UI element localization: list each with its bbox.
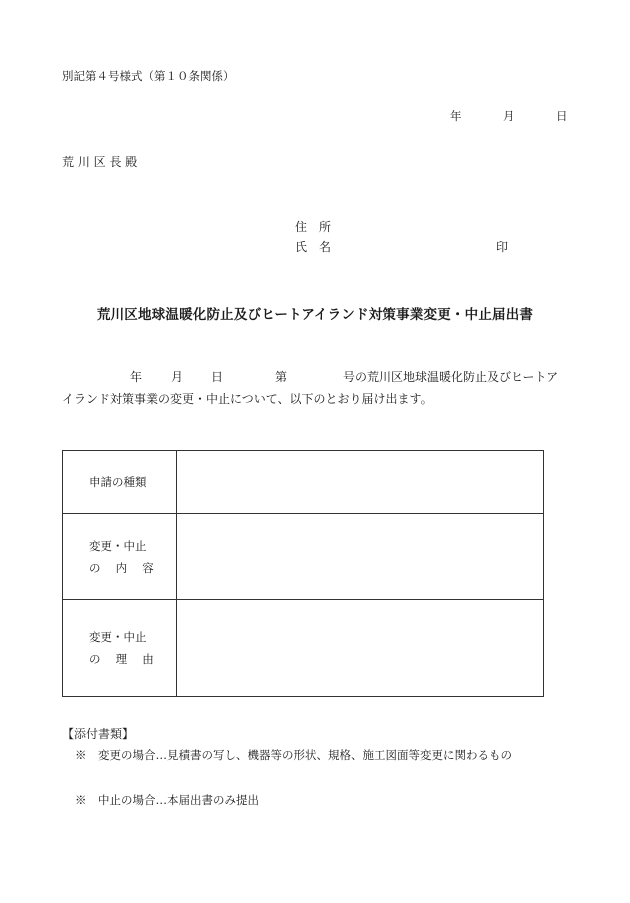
form-number: 別記第４号様式（第１０条関係）: [62, 69, 235, 83]
address-label: 住 所: [295, 220, 332, 234]
body-line1-tail: 号の荒川区地球温暖化防止及びヒートア: [343, 370, 559, 384]
body-day: 日: [211, 370, 224, 384]
application-type-field[interactable]: [177, 451, 544, 514]
body-dai: 第: [275, 370, 288, 384]
recipient: 荒 川 区 長 殿: [62, 155, 138, 169]
body-year: 年: [130, 370, 143, 384]
name-label: 氏 名: [295, 240, 332, 254]
change-reason-field[interactable]: [177, 600, 544, 697]
row1-label: 申請の種類: [89, 475, 147, 489]
row2-label-line1: 変更・中止: [89, 538, 147, 553]
attachments-heading: 【添付書類】: [62, 727, 135, 741]
body-month: 月: [171, 370, 184, 384]
body-line2: イランド対策事業の変更・中止について、以下のとおり届け出ます。: [62, 392, 433, 406]
row2-label-line2: の 内 容: [89, 560, 154, 575]
row-label-type: [63, 451, 177, 514]
form-table: [62, 450, 544, 697]
change-content-field[interactable]: [177, 514, 544, 600]
date-month-label: 月: [503, 109, 515, 123]
row-label-content: [63, 514, 177, 600]
row3-label-line2: の 理 由: [89, 652, 154, 666]
row-label-reason: [63, 600, 177, 697]
table-row: [63, 600, 544, 697]
table-row: [63, 451, 544, 514]
table-row: [63, 514, 544, 600]
attachment-note: ※ 変更の場合…見積書の写し、機器等の形状、規格、施工図面等変更に関わるもの: [75, 748, 512, 762]
seal-mark: 印: [496, 240, 509, 254]
date-year-label: 年: [450, 109, 462, 123]
date-day-label: 日: [556, 109, 568, 123]
document-title: 荒川区地球温暖化防止及びヒートアイランド対策事業変更・中止届出書: [96, 307, 534, 323]
row3-label-line1: 変更・中止: [89, 630, 147, 644]
attachment-note: ※ 中止の場合…本届出書のみ提出: [75, 793, 259, 807]
